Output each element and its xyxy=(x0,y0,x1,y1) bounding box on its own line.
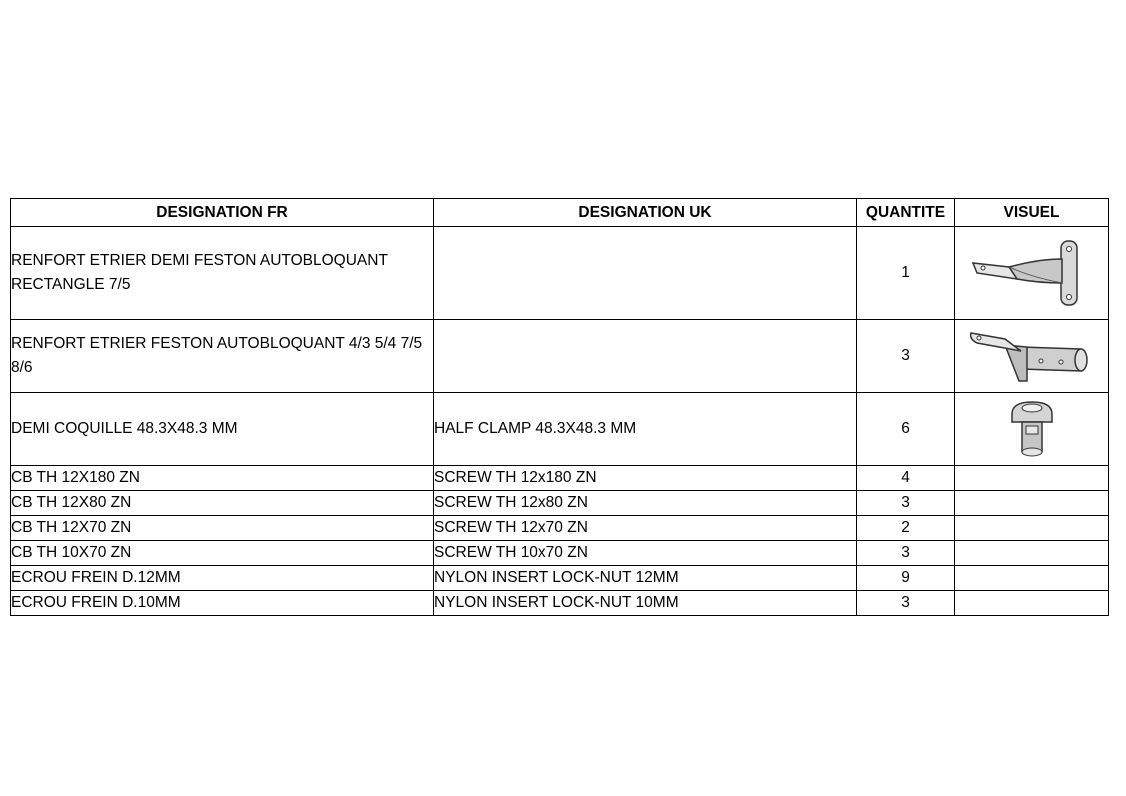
visuel-cell xyxy=(955,516,1109,541)
designation-uk: SCREW TH 10x70 ZN xyxy=(434,541,857,566)
designation-fr: CB TH 12X70 ZN xyxy=(11,516,434,541)
designation-fr: CB TH 12X180 ZN xyxy=(11,466,434,491)
quantite: 6 xyxy=(857,393,955,466)
visuel-cell xyxy=(955,541,1109,566)
half-clamp-icon xyxy=(1002,396,1062,462)
table-header-row xyxy=(11,199,1109,227)
designation-fr: ECROU FREIN D.10MM xyxy=(11,591,434,616)
demi-feston-bracket-icon xyxy=(969,233,1094,313)
feston-bracket-icon xyxy=(969,325,1094,387)
visuel-cell xyxy=(955,393,1109,466)
table-row xyxy=(11,466,1109,491)
header-designation-uk: DESIGNATION UK xyxy=(434,199,857,227)
designation-uk: NYLON INSERT LOCK-NUT 12MM xyxy=(434,566,857,591)
header-quantite: QUANTITE xyxy=(857,199,955,227)
designation-uk: SCREW TH 12x80 ZN xyxy=(434,491,857,516)
designation-uk: SCREW TH 12x70 ZN xyxy=(434,516,857,541)
visuel-cell xyxy=(955,466,1109,491)
designation-uk: NYLON INSERT LOCK-NUT 10MM xyxy=(434,591,857,616)
visuel-cell xyxy=(955,227,1109,320)
quantite: 9 xyxy=(857,566,955,591)
designation-uk xyxy=(434,227,857,320)
table-row xyxy=(11,320,1109,393)
table-row xyxy=(11,566,1109,591)
quantite: 3 xyxy=(857,320,955,393)
quantite: 1 xyxy=(857,227,955,320)
table-row xyxy=(11,491,1109,516)
visuel-cell xyxy=(955,320,1109,393)
designation-fr: CB TH 10X70 ZN xyxy=(11,541,434,566)
table-row xyxy=(11,541,1109,566)
designation-uk: SCREW TH 12x180 ZN xyxy=(434,466,857,491)
table-row xyxy=(11,393,1109,466)
visuel-cell xyxy=(955,566,1109,591)
table-row xyxy=(11,591,1109,616)
designation-fr: ECROU FREIN D.12MM xyxy=(11,566,434,591)
designation-fr: CB TH 12X80 ZN xyxy=(11,491,434,516)
visuel-cell xyxy=(955,491,1109,516)
quantite: 3 xyxy=(857,541,955,566)
table-row xyxy=(11,516,1109,541)
visuel-cell xyxy=(955,591,1109,616)
designation-uk: HALF CLAMP 48.3X48.3 MM xyxy=(434,393,857,466)
quantite: 2 xyxy=(857,516,955,541)
header-visuel: VISUEL xyxy=(955,199,1109,227)
quantite: 3 xyxy=(857,491,955,516)
table-row xyxy=(11,227,1109,320)
parts-table xyxy=(10,198,1109,616)
quantite: 3 xyxy=(857,591,955,616)
designation-fr: RENFORT ETRIER FESTON AUTOBLOQUANT 4/3 5/4 7/5 8/6 xyxy=(11,320,434,393)
designation-fr: DEMI COQUILLE 48.3X48.3 MM xyxy=(11,393,434,466)
designation-fr: RENFORT ETRIER DEMI FESTON AUTOBLOQUANT RECTANGLE 7/5 xyxy=(11,227,434,320)
designation-uk xyxy=(434,320,857,393)
header-designation-fr: DESIGNATION FR xyxy=(11,199,434,227)
quantite: 4 xyxy=(857,466,955,491)
